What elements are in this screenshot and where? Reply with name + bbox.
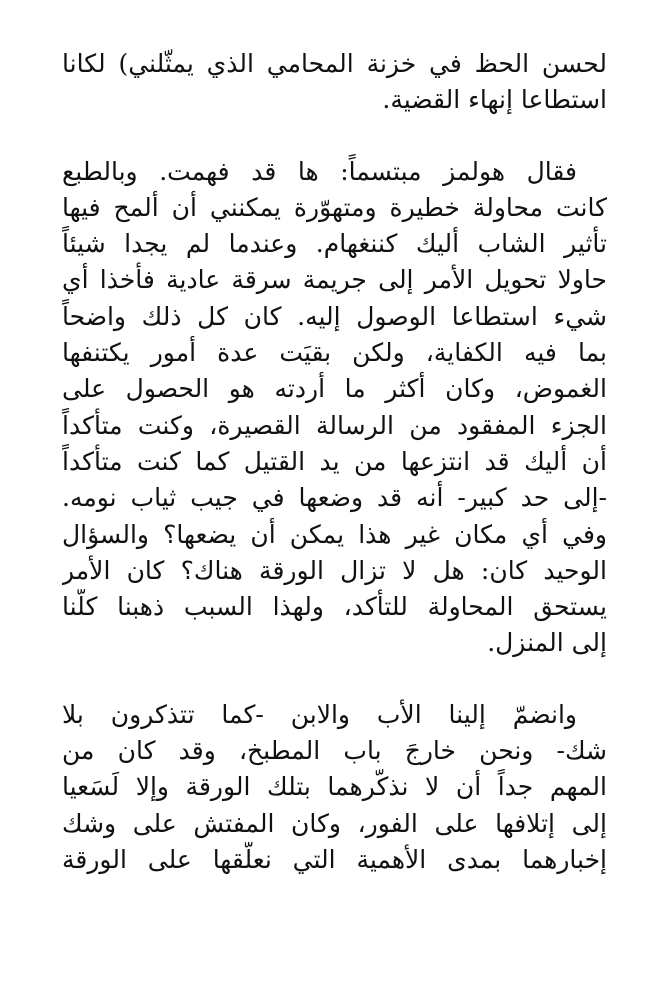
paragraph-gap (62, 119, 607, 154)
paragraph-2 (62, 154, 607, 662)
text-line: وانضمّ إلينا الأب والابن -كما تتذكرون بلا (62, 699, 577, 729)
text-line: يستحق المحاولة للتأكد، ولهذا السبب ذهبنا كلّنا (62, 592, 607, 622)
text-line: لحسن الحظ في خزنة المحامي الذي يمثّلني) لكانا (62, 49, 607, 78)
text-line: إخبارهما بمدى الأهمية التي نعلّقها على الورقة (62, 844, 607, 874)
text-line: -إلى حد كبير- أنه قد وضعها في جيب ثياب نومه. (62, 483, 607, 513)
text-line: الجزء المفقود من الرسالة القصيرة، وكنت متأكداً (62, 410, 607, 440)
book-page (62, 46, 607, 878)
text-line: بما فيه الكفاية، ولكن بقيَت عدة أمور يكتنفها (62, 338, 607, 368)
text-line: الغموض، وكان أكثر ما أردته هو الحصول على (62, 374, 607, 404)
text-line: الوحيد كان: هل لا تزال الورقة هناك؟ كان الأمر (62, 555, 607, 585)
text-line: كانت محاولة خطيرة ومتهوّرة يمكنني أن ألمح فيها (62, 192, 607, 222)
text-line: استطاعا إنهاء القضية. (382, 85, 607, 115)
paragraph-1 (62, 46, 607, 119)
paragraph-3 (62, 697, 607, 878)
text-line: أن أليك قد انتزعها من يد القتيل كما كنت متأكداً (62, 446, 607, 476)
text-line: تأثير الشاب أليك كننغهام. وعندما لم يجدا شيئاً (62, 229, 607, 259)
text-line: المهم جداً أن لا نذكّرهما بتلك الورقة وإلا لَسَعيا (62, 772, 607, 802)
text-line: شك- ونحن خارجَ باب المطبخ، وقد كان من (62, 736, 607, 766)
text-line: شيء استطاعا الوصول إليه. كان كل ذلك واضحاً (62, 301, 607, 331)
text-line: وفي أي مكان غير هذا يمكن أن يضعها؟ والسؤال (62, 519, 607, 549)
text-line: حاولا تحويل الأمر إلى جريمة سرقة عادية فأخذا أي (62, 265, 607, 295)
paragraph-gap (62, 662, 607, 697)
text-line: إلى إتلافها على الفور، وكان المفتش على وشك (62, 808, 607, 838)
text-line: إلى المنزل. (487, 628, 607, 658)
text-line: فقال هولمز مبتسماً: ها قد فهمت. وبالطبع (62, 156, 577, 186)
